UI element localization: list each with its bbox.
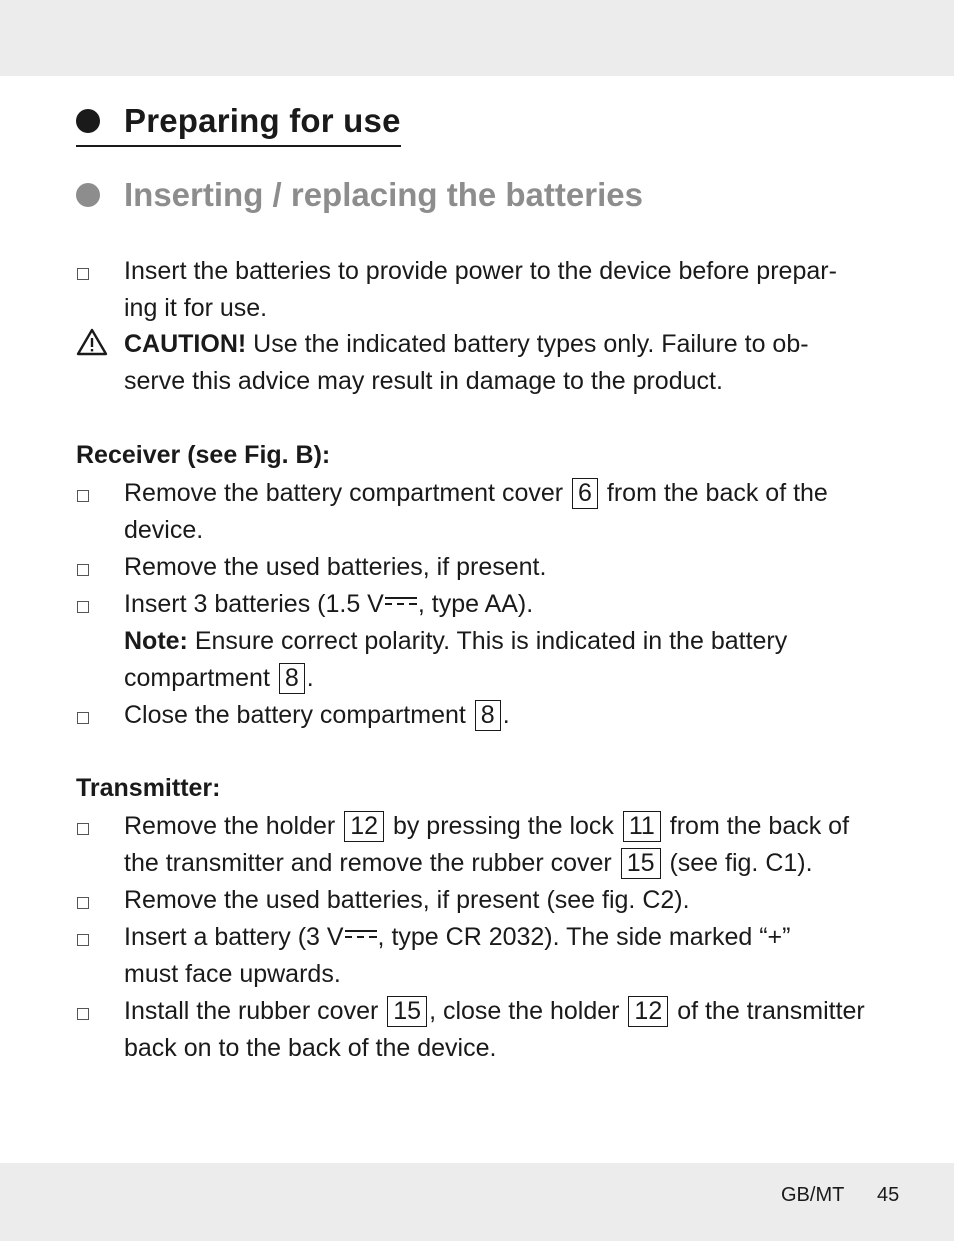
part-reference: 15 (621, 848, 661, 879)
transmitter-step-4 (124, 993, 865, 1030)
section-title: Preparing for use (124, 101, 401, 139)
step-text: Remove the holder (124, 812, 336, 840)
bullet-dot-icon (76, 183, 100, 207)
receiver-step-1-cont: device. (124, 516, 204, 544)
transmitter-step-2: Remove the used batteries, if present (see fig. C2). (124, 886, 690, 914)
transmitter-step-3 (124, 919, 790, 956)
part-reference: 15 (387, 996, 427, 1027)
page-number: 45 (877, 1184, 900, 1206)
caution-line-1 (124, 326, 809, 363)
warning-triangle-icon (76, 328, 108, 356)
checkbox-bullet-icon (77, 712, 89, 724)
intro-line-2: ing it for use. (124, 294, 268, 322)
caution-text: Use the indicated battery types only. Failure to ob- (246, 330, 809, 358)
receiver-step-4: Close the battery compartment 8 . (124, 701, 510, 729)
caution-label: CAUTION! (124, 330, 247, 358)
part-reference: 11 (623, 811, 661, 842)
checkbox-bullet-icon (77, 823, 89, 835)
footer-region: GB/MT (781, 1184, 845, 1206)
step-text: of the transmitter (677, 997, 865, 1025)
dc-current-icon (385, 595, 417, 607)
part-reference: 12 (628, 996, 668, 1027)
step-text: , type AA). (417, 590, 534, 618)
step-text: the transmitter and remove the rubber cover (124, 849, 612, 877)
transmitter-step-1 (124, 808, 849, 845)
header-band (0, 0, 954, 76)
transmitter-step-3-cont: must face upwards. (124, 960, 341, 988)
step-text: compartment (124, 664, 270, 692)
transmitter-step-1-cont (124, 845, 813, 882)
checkbox-bullet-icon (77, 897, 89, 909)
step-text: , type CR 2032). The side marked “+” (377, 923, 791, 951)
step-text: from the back of the (606, 479, 828, 507)
receiver-heading: Receiver (see Fig. B): (76, 441, 331, 469)
checkbox-bullet-icon (77, 564, 89, 576)
transmitter-heading: Transmitter: (76, 774, 221, 802)
part-reference: 8 (475, 700, 501, 731)
part-reference: 8 (279, 663, 305, 694)
receiver-step-1 (124, 475, 828, 512)
subsection-title: Inserting / replacing the batteries (124, 176, 643, 213)
step-text: , close the holder (429, 997, 620, 1025)
dc-current-icon (345, 928, 377, 940)
intro-line-1: Insert the batteries to provide power to the device before prepar- (124, 257, 837, 285)
checkbox-bullet-icon (77, 601, 89, 613)
caution-line-2: serve this advice may result in damage to the product. (124, 367, 723, 395)
note-label: Note: (124, 627, 188, 655)
receiver-step-3 (124, 586, 533, 623)
checkbox-bullet-icon (77, 268, 89, 280)
section-heading (76, 96, 401, 147)
checkbox-bullet-icon (77, 934, 89, 946)
receiver-step-2: Remove the used batteries, if present. (124, 553, 547, 581)
step-text: Remove the battery compartment cover (124, 479, 564, 507)
step-text: Close the battery compartment (124, 701, 466, 729)
receiver-note-cont: compartment 8 . (124, 664, 314, 692)
step-text: Install the rubber cover (124, 997, 379, 1025)
bullet-dot-icon (76, 109, 100, 133)
step-text: Insert 3 batteries (1.5 V (124, 590, 384, 618)
step-text: Insert a battery (3 V (124, 923, 344, 951)
subsection-heading (76, 172, 643, 218)
part-reference: 12 (344, 811, 384, 842)
part-reference: 6 (572, 478, 598, 509)
step-text: by pressing the lock (392, 812, 614, 840)
receiver-note (124, 623, 787, 660)
step-text: (see fig. C1). (669, 849, 813, 877)
note-text: Ensure correct polarity. This is indicated in the battery (187, 627, 788, 655)
checkbox-bullet-icon (77, 490, 89, 502)
transmitter-step-4-cont: back on to the back of the device. (124, 1034, 497, 1062)
step-text: from the back of (669, 812, 850, 840)
checkbox-bullet-icon (77, 1008, 89, 1020)
